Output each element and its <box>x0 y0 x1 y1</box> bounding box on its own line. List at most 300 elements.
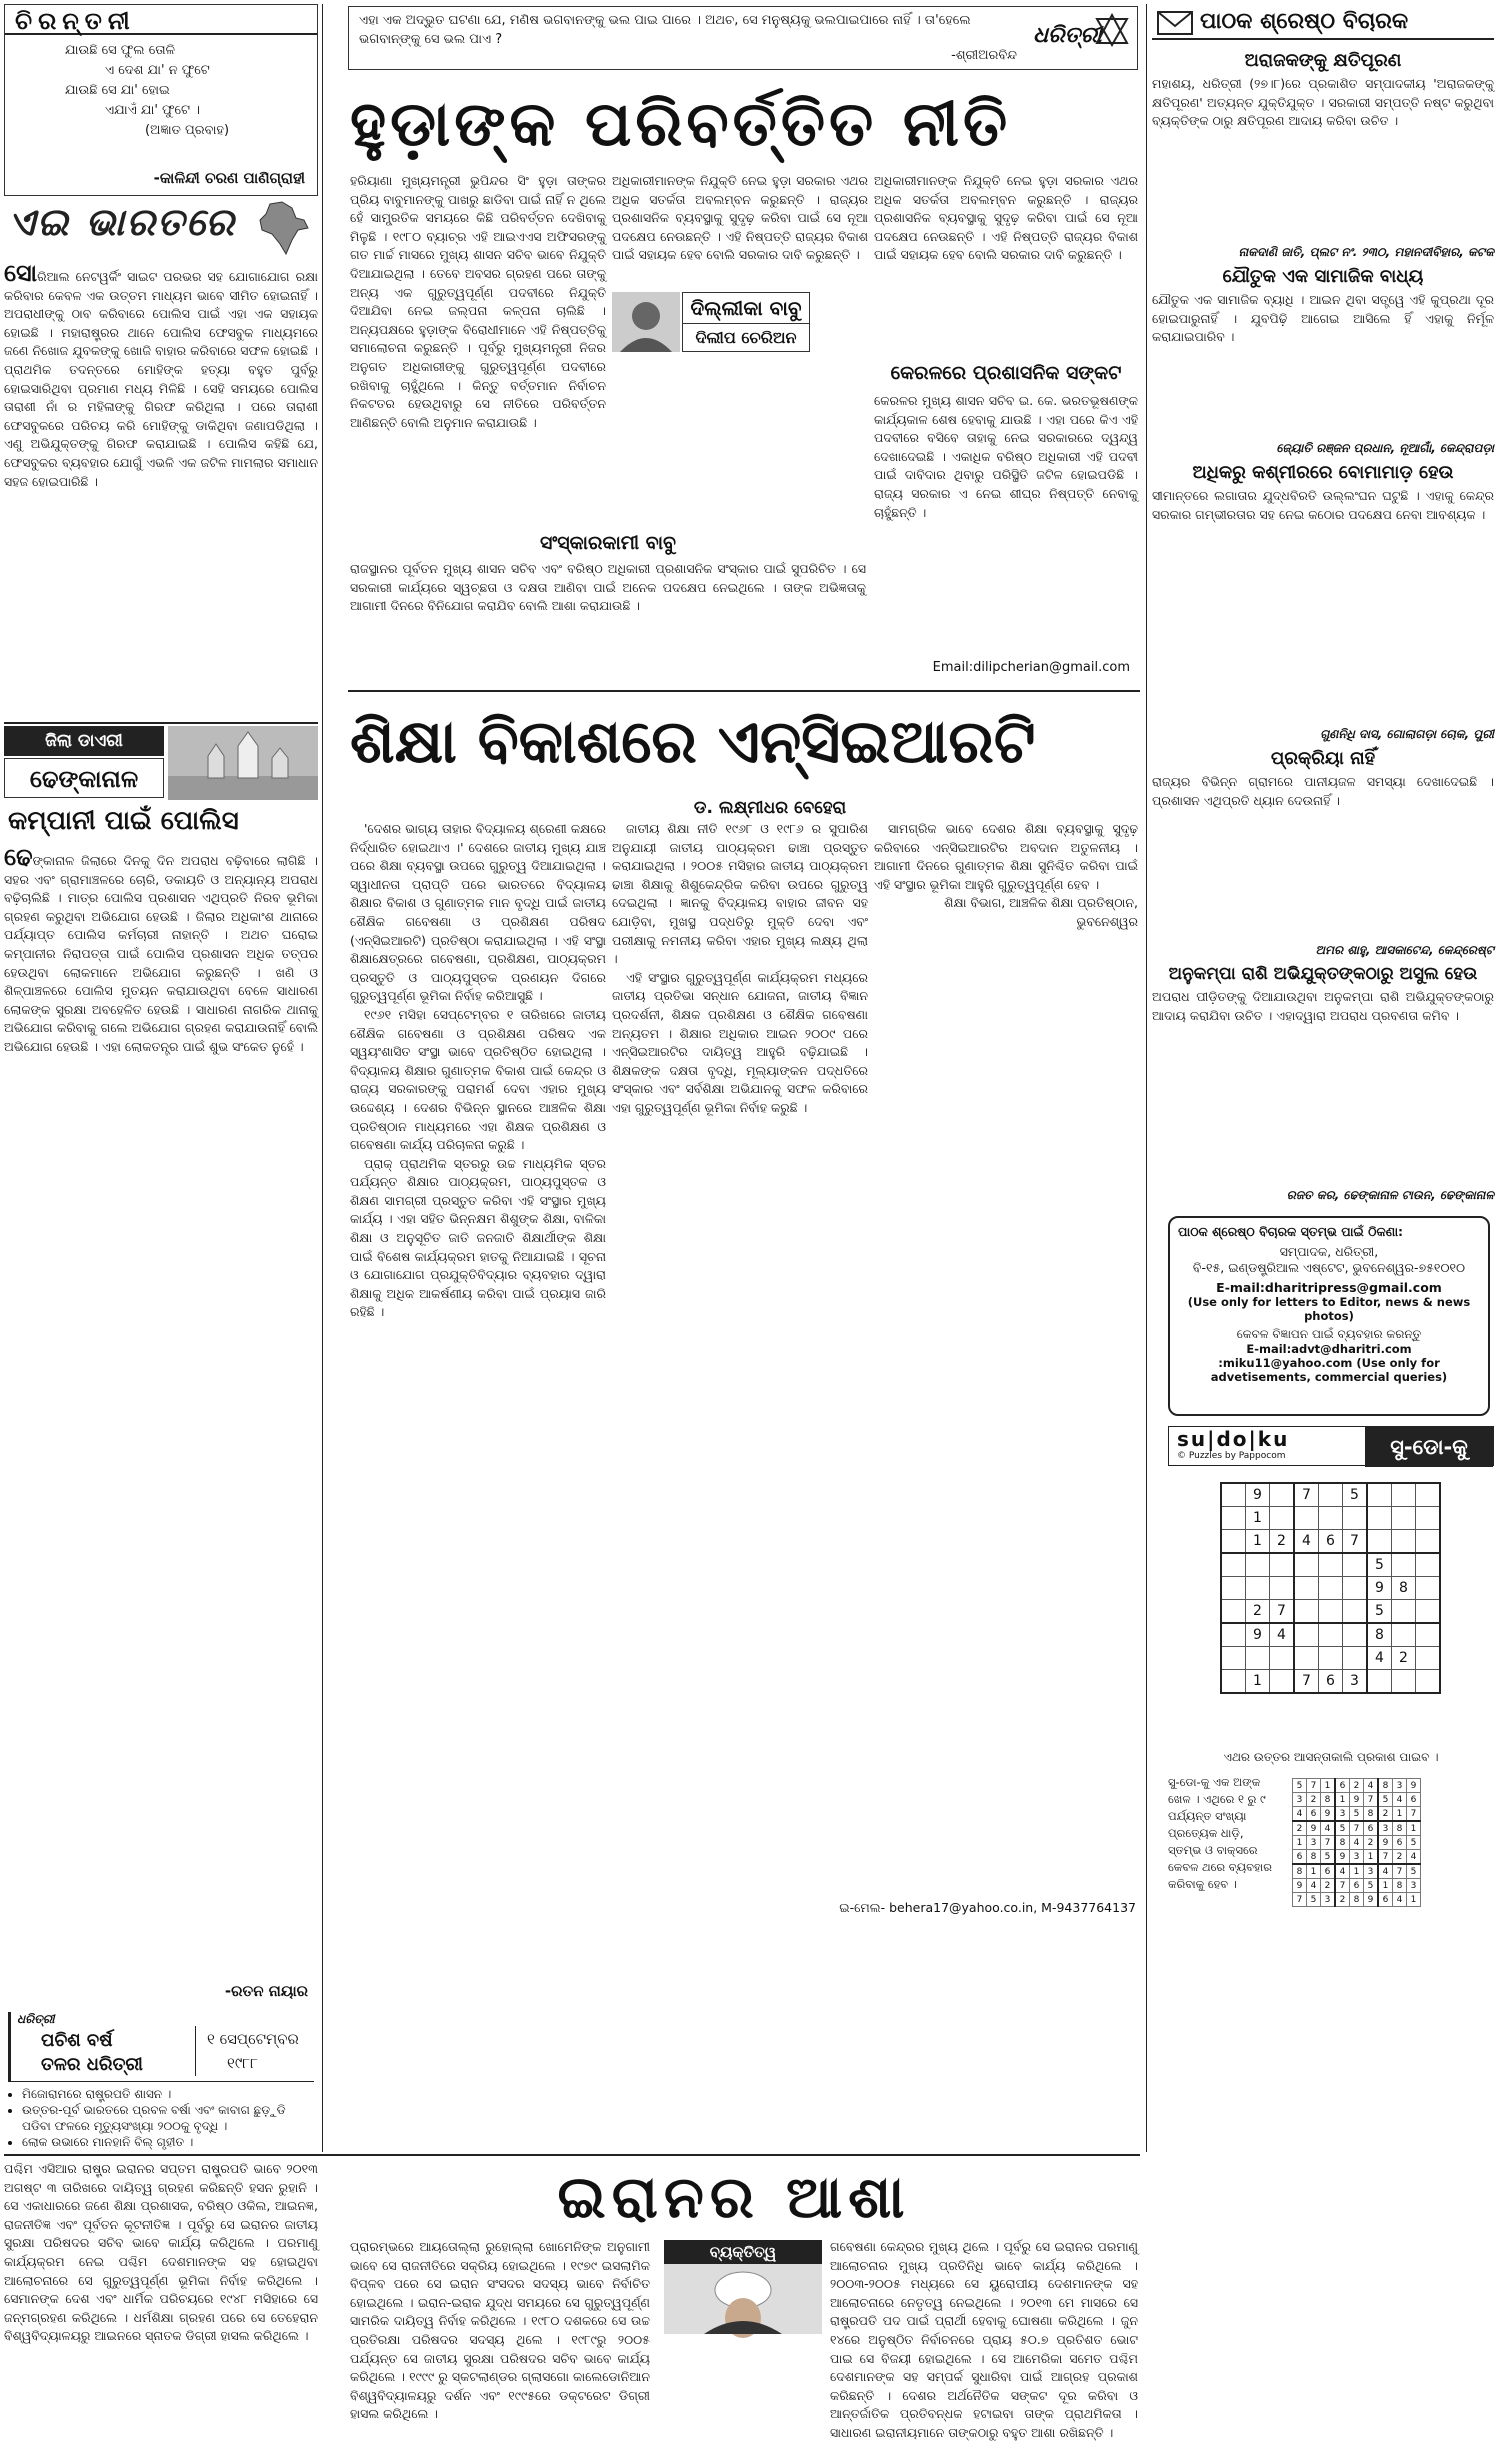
sudoku-row <box>1293 1793 1421 1807</box>
pachis-date1: ୧ ସେପ୍ଟେମ୍ବର <box>207 2030 299 2048</box>
sudoku-cell[interactable] <box>1392 1600 1416 1624</box>
sudoku-cell[interactable] <box>1221 1483 1246 1507</box>
sudoku-cell: 1 <box>1350 1864 1364 1879</box>
sudoku-cell[interactable]: 1 <box>1246 1530 1270 1554</box>
sudoku-cell[interactable] <box>1416 1647 1441 1670</box>
sudoku-cell[interactable] <box>1416 1623 1441 1647</box>
ads-label: କେବଳ ବିଜ୍ଞାପନ ପାଇଁ ବ୍ୟବହାର କରନ୍ତୁ <box>1236 1327 1422 1341</box>
dilip-email: Email:dilipcherian@gmail.com <box>932 660 1130 675</box>
jilla-headline: କମ୍ପାନୀ ପାଇଁ ପୋଲିସ <box>8 806 239 836</box>
sudoku-cell: 7 <box>1393 1864 1407 1879</box>
jilla-article <box>4 843 318 1978</box>
subhead-kerala: କେରଳରେ ପ୍ରଶାସନିକ ସଙ୍କଟ <box>890 362 1122 384</box>
sudoku-cell[interactable]: 2 <box>1270 1530 1295 1554</box>
letter-item <box>1152 964 1494 1203</box>
iran-right-text <box>830 2238 1138 2440</box>
sudoku-cell[interactable]: 1 <box>1246 1507 1270 1530</box>
sudoku-cell[interactable]: 5 <box>1367 1600 1392 1624</box>
sudoku-cell: 5 <box>1350 1807 1364 1822</box>
sudoku-cell[interactable] <box>1221 1577 1246 1600</box>
pathaka-title: ପାଠକ ଶ୍ରେଷ୍ଠ ବିଚାରକ <box>1200 9 1409 34</box>
sudoku-cell: 1 <box>1321 1779 1336 1793</box>
ncert-byline: ଡ. ଲକ୍ଷ୍ମୀଧର ବେହେରା <box>693 798 847 818</box>
sudoku-cell: 8 <box>1393 1879 1407 1893</box>
sudoku-cell[interactable] <box>1416 1670 1441 1694</box>
sudoku-cell: 2 <box>1293 1821 1307 1836</box>
sudoku-cell[interactable]: 7 <box>1294 1670 1319 1694</box>
sudoku-cell: 3 <box>1321 1893 1336 1907</box>
temple-photo <box>168 726 318 800</box>
sudoku-cell: 2 <box>1350 1779 1364 1793</box>
ncert-col-3 <box>874 820 1138 1916</box>
sudoku-cell[interactable] <box>1221 1600 1246 1624</box>
sudoku-section <box>1168 1426 1494 2146</box>
sudoku-row <box>1293 1836 1421 1850</box>
sudoku-cell[interactable] <box>1319 1507 1343 1530</box>
sudoku-row <box>1293 1893 1421 1907</box>
sudoku-cell[interactable]: 9 <box>1367 1577 1392 1600</box>
ncert-footer: ଶିକ୍ଷା ବିଭାଗ, ଆଞ୍ଚଳିକ ଶିକ୍ଷା ପ୍ରତିଷ୍ଠାନ, ଭୁବନେଶ୍ୱର <box>944 895 1138 929</box>
sudoku-cell[interactable] <box>1343 1553 1368 1577</box>
sudoku-cell[interactable] <box>1246 1553 1270 1577</box>
dharitri-logo-text: ଧରିତ୍ରୀ <box>1033 23 1102 48</box>
sudoku-cell[interactable] <box>1294 1623 1319 1647</box>
poem-line: ଏ ଦେଶ ଯା' ନ ଫୁଟେ <box>105 63 210 78</box>
address-box <box>1168 1216 1490 1416</box>
sudoku-cell[interactable] <box>1416 1483 1441 1507</box>
sudoku-cell[interactable] <box>1270 1553 1295 1577</box>
sudoku-cell[interactable] <box>1294 1600 1319 1624</box>
sudoku-row <box>1221 1530 1440 1554</box>
sudoku-cell[interactable] <box>1221 1623 1246 1647</box>
sudoku-row <box>1293 1807 1421 1822</box>
sudoku-cell[interactable]: 2 <box>1246 1600 1270 1624</box>
ads-email[interactable]: E-mail:advt@dharitri.com :miku11@yahoo.com (Use only for advetisements, commercial queries) <box>1210 1342 1448 1384</box>
ncert-p6: ସାମଗ୍ରିକ ଭାବେ ଦେଶର ଶିକ୍ଷା ବ୍ୟବସ୍ଥାକୁ ସୁଦୃଢ଼ କରିବାରେ ଏନ୍‌ସିଇଆରଟିର ଅବଦାନ ଅତୁଳନୀୟ । ଆଗାମୀ ଦିନରେ ଗୁଣାତ୍ମକ ଶିକ୍ଷା ସୁନିଶ୍ଚିତ କରିବା ପାଇଁ ଏହି ସଂସ୍ଥାର ଭୂମିକା ଆହୁରି ଗୁରୁତ୍ୱପୂର୍ଣ୍ଣ ହେବ । <box>874 821 1138 892</box>
sudoku-cell[interactable] <box>1392 1670 1416 1694</box>
ncert-p1: 'ଦେଶର ଭାଗ୍ୟ ତାହାର ବିଦ୍ୟାଳୟ ଶ୍ରେଣୀ କକ୍ଷରେ ନିର୍ଦ୍ଧାରିତ ହୋଇଥାଏ ।' ଦେଶରେ ଜାତୀୟ ମୁଖ୍ୟ ଯାଞ୍ଚ ପରେ ଶିକ୍ଷା ବ୍ୟବସ୍ଥା ଉପରେ ଗୁରୁତ୍ୱ ଦିଆଯାଇଥିଲା । ସ୍ୱାଧୀନତା ପ୍ରାପ୍ତି ପରେ ଭାରତରେ ବିଦ୍ୟାଳୟ ଶିକ୍ଷାର ବିକାଶ ଓ ଗୁଣାତ୍ମକ ମାନ ବୃଦ୍ଧି ପାଇଁ ଜାତୀୟ ଶୈକ୍ଷିକ ଗବେଷଣା ଓ ପ୍ରଶିକ୍ଷଣ ପରିଷଦ (ଏନ୍‌ସିଇଆରଟି) ପ୍ରତିଷ୍ଠା କରାଯାଇଥିଲା । ଏହି ସଂସ୍ଥା ଶିକ୍ଷାକ୍ଷେତ୍ରରେ ଗବେଷଣା, ପ୍ରଶିକ୍ଷଣ, ପାଠ୍ୟକ୍ରମ ପ୍ରସ୍ତୁତି ଓ ପାଠ୍ୟପୁସ୍ତକ ପ୍ରଣୟନ ଦିଗରେ ଗୁରୁତ୍ୱପୂର୍ଣ୍ଣ ଭୂମିକା ନିର୍ବାହ କରିଆସୁଛି । <box>350 821 606 1004</box>
sudoku-cell[interactable]: 2 <box>1392 1647 1416 1670</box>
sudoku-cell[interactable] <box>1392 1530 1416 1554</box>
ncert-p3: ଜାତୀୟ ଶିକ୍ଷା ନୀତି ୧୯୬୮ ଓ ୧୯୮୬ ର ସୁପାରିଶ ଅନୁଯାୟୀ ଜାତୀୟ ପାଠ୍ୟକ୍ରମ ଢାଞ୍ଚା ପ୍ରସ୍ତୁତ କରାଯାଇଥିଲା । ୨୦୦୫ ମସିହାର ଜାତୀୟ ପାଠ୍ୟକ୍ରମ ଢାଞ୍ଚା ଶିକ୍ଷାକୁ ଶିଶୁକେନ୍ଦ୍ରିକ କରିବା ଉପରେ ଗୁରୁତ୍ୱ ଦେଇଥିଲା । ଜ୍ଞାନକୁ ବିଦ୍ୟାଳୟ ବାହାର ଜୀବନ ସହ ଯୋଡ଼ିବା, ମୁଖସ୍ଥ ପଦ୍ଧତିରୁ ମୁକ୍ତି ଦେବା ଏବଂ ପରୀକ୍ଷାକୁ ନମନୀୟ କରିବା ଏହାର ମୁଖ୍ୟ ଲକ୍ଷ୍ୟ ଥିଲା । <box>612 821 868 967</box>
sudoku-cell[interactable] <box>1319 1553 1343 1577</box>
pachis-list <box>4 2086 316 2150</box>
sudoku-cell: 6 <box>1307 1807 1321 1822</box>
sudoku-cell[interactable] <box>1294 1507 1319 1530</box>
ncert-email: ଇ-ମେଲ- behera17@yahoo.co.in, M-9437764137 <box>839 1900 1136 1915</box>
pathaka-header <box>1152 6 1494 40</box>
letter-heading: ଅରାଜକଙ୍କୁ କ୍ଷତିପୂରଣ <box>1244 50 1402 71</box>
sudoku-row <box>1221 1553 1440 1577</box>
sudoku-cell[interactable]: 4 <box>1270 1623 1295 1647</box>
sudoku-cell: 3 <box>1378 1821 1393 1836</box>
sudoku-cell: 6 <box>1350 1879 1364 1893</box>
sudoku-cell: 5 <box>1335 1821 1350 1836</box>
sudoku-cell[interactable] <box>1270 1483 1295 1507</box>
letter-item <box>1152 50 1494 260</box>
sudoku-cell: 7 <box>1307 1779 1321 1793</box>
address-line: ସମ୍ପାଦକ, ଧରିତ୍ରୀ, <box>1279 1244 1379 1259</box>
sudoku-cell[interactable] <box>1319 1600 1343 1624</box>
sudoku-cell: 8 <box>1364 1807 1379 1822</box>
editor-email[interactable]: E-mail:dharitripress@gmail.com <box>1216 1280 1442 1295</box>
sudoku-cell: 6 <box>1378 1893 1393 1907</box>
sudoku-cell[interactable]: 5 <box>1343 1483 1368 1507</box>
sudoku-cell[interactable] <box>1294 1647 1319 1670</box>
sudoku-row <box>1293 1821 1421 1836</box>
poem-line: (ଅଜ୍ଞାତ ପ୍ରବାହ) <box>145 123 230 138</box>
sudoku-row <box>1221 1623 1440 1647</box>
sudoku-cell: 7 <box>1407 1807 1421 1822</box>
sudoku-cell[interactable] <box>1416 1553 1441 1577</box>
rouhani-photo <box>664 2264 822 2334</box>
letter-item <box>1152 462 1494 742</box>
sanskarkami-text <box>350 560 866 678</box>
sudoku-cell[interactable] <box>1392 1483 1416 1507</box>
sudoku-cell[interactable]: 9 <box>1246 1623 1270 1647</box>
sudoku-cell: 4 <box>1364 1779 1379 1793</box>
sudoku-cell: 8 <box>1393 1821 1407 1836</box>
iran-right: ଗବେଷଣା କେନ୍ଦ୍ରର ମୁଖ୍ୟ ଥିଲେ । ପୂର୍ବରୁ ସେ ଇରାନର ପରମାଣୁ ଆଲୋଚନାର ମୁଖ୍ୟ ପ୍ରତିନିଧି ଭାବେ କାର୍ଯ୍ୟ କରିଥିଲେ । ୨୦୦୩-୨୦୦୫ ମଧ୍ୟରେ ସେ ୟୁରୋପୀୟ ଦେଶମାନଙ୍କ ସହ ଆଲୋଚନାରେ ନେତୃତ୍ୱ ନେଇଥିଲେ । ୨୦୧୩ ମେ ମାସରେ ସେ ରାଷ୍ଟ୍ରପତି ପଦ ପାଇଁ ପ୍ରାର୍ଥୀ ହେବାକୁ ଘୋଷଣା କରିଥିଲେ । ଜୁନ ୧୪ରେ ଅନୁଷ୍ଠିତ ନିର୍ବାଚନରେ ପ୍ରାୟ ୫୦.୭ ପ୍ରତିଶତ ଭୋଟ ପାଇ ସେ ବିଜୟୀ ହୋଇଥିଲେ । ସେ ଆମେରିକା ସମେତ ପଶ୍ଚିମ ଦେଶମାନଙ୍କ ସହ ସମ୍ପର୍କ ସୁଧାରିବା ପାଇଁ ଆଗ୍ରହ ପ୍ରକାଶ କରିଛନ୍ତି । ଦେଶର ଅର୍ଥନୈତିକ ସଙ୍କଟ ଦୂର କରିବା ଓ ଆନ୍ତର୍ଜାତିକ ପ୍ରତିବନ୍ଧକ ହଟାଇବା ତାଙ୍କ ପ୍ରାଥମିକତା । ସାଧାରଣ ଇରାନୀୟମାନେ ତାଙ୍କଠାରୁ ବହୁତ ଆଶା ରଖିଛନ୍ତି । <box>830 2239 1138 2440</box>
ncert-p4: ଏହି ସଂସ୍ଥାର ଗୁରୁତ୍ୱପୂର୍ଣ୍ଣ କାର୍ଯ୍ୟକ୍ରମ ମଧ୍ୟରେ ଜାତୀୟ ପ୍ରତିଭା ସନ୍ଧାନ ଯୋଜନା, ଜାତୀୟ ବିଜ୍ଞାନ ପ୍ରଦର୍ଶନୀ, ଶିକ୍ଷକ ପ୍ରଶିକ୍ଷଣ ଓ ଶୈକ୍ଷିକ ଗବେଷଣା ଅନ୍ୟତମ । ଶିକ୍ଷାର ଅଧିକାର ଆଇନ ୨୦୦୯ ପରେ ଏନ୍‌ସିଇଆରଟିର ଦାୟିତ୍ୱ ଆହୁରି ବଢ଼ିଯାଇଛି । ଶିକ୍ଷକଙ୍କ ଦକ୍ଷତା ବୃଦ୍ଧି, ମୂଲ୍ୟାଙ୍କନ ପଦ୍ଧତିରେ ସଂସ୍କାର ଏବଂ ସର୍ବଶିକ୍ଷା ଅଭିଯାନକୁ ସଫଳ କରିବାରେ ଏହା ଗୁରୁତ୍ୱପୂର୍ଣ୍ଣ ଭୂମିକା ନିର୍ବାହ କରୁଛି । <box>612 969 868 1115</box>
poem-line: ଏଯାଏଁ ଯା' ଫୁଟେ । <box>105 103 201 118</box>
letter-text: ସୀମାନ୍ତରେ ଲଗାତାର ଯୁଦ୍ଧବିରତି ଉଲ୍ଲଂଘନ ଘଟୁଛି । ଏହାକୁ କେନ୍ଦ୍ର ସରକାର ଗମ୍ଭୀରତାର ସହ ନେଇ କଠୋର ପଦକ୍ଷେପ ନେବା ଆବଶ୍ୟକ । <box>1152 488 1494 522</box>
sudoku-cell[interactable] <box>1294 1553 1319 1577</box>
sudoku-cell: 5 <box>1293 1779 1307 1793</box>
sudoku-cell: 8 <box>1321 1793 1336 1807</box>
dropcap: ସୋ <box>4 259 38 287</box>
sudoku-cell[interactable] <box>1246 1577 1270 1600</box>
sudoku-cell[interactable] <box>1221 1530 1246 1554</box>
sudoku-cell[interactable] <box>1319 1647 1343 1670</box>
sudoku-cell[interactable] <box>1343 1647 1368 1670</box>
iran-mid-text <box>350 2238 650 2422</box>
sudoku-cell[interactable]: 4 <box>1367 1647 1392 1670</box>
column-title: ଦିଲ୍ଲୀକା ବାବୁ <box>683 293 809 324</box>
huda-p2a: ଅଧିକାରୀମାନଙ୍କ ନିଯୁକ୍ତି ନେଇ ହୁଡ଼ା ସରକାର ଏଥର ଅଧିକ ସତର୍କତା ଅବଲମ୍ବନ କରୁଛନ୍ତି । ରାଜ୍ୟର ପ୍ରଶାସନିକ ବ୍ୟବସ୍ଥାକୁ ସୁଦୃଢ଼ କରିବା ପାଇଁ ସେ ନୂଆ ପଦକ୍ଷେପ ନେଉଛନ୍ତି । ଏହି ନିଷ୍ପତ୍ତି ରାଜ୍ୟର ବିକାଶ ପାଇଁ ସହାୟକ ହେବ ବୋଲି ସରକାର ଦାବି କରୁଛନ୍ତି । <box>612 173 868 263</box>
dharitri-emblem-icon <box>1095 13 1129 47</box>
letter-text: ମହାଶୟ, ଧରିତ୍ରୀ (୨୭।୮)ରେ ପ୍ରକାଶିତ ସମ୍ପାଦକୀୟ 'ଅରାଜକଙ୍କୁ କ୍ଷତିପୂରଣ' ଅତ୍ୟନ୍ତ ଯୁକ୍ତିଯୁକ୍ତ । ସରକାରୀ ସମ୍ପତ୍ତି ନଷ୍ଟ କରୁଥିବା ବ୍ୟକ୍ତିଙ୍କ ଠାରୁ କ୍ଷତିପୂରଣ ଆଦାୟ କରିବା ଉଚିତ । <box>1152 76 1494 129</box>
huda-col-2 <box>874 172 1138 358</box>
sudoku-cell: 7 <box>1293 1893 1307 1907</box>
sudoku-cell: 4 <box>1335 1864 1350 1879</box>
sudoku-cell: 3 <box>1350 1850 1364 1865</box>
huda-col-1b <box>612 172 868 288</box>
jilla-district-box <box>4 758 164 798</box>
vyaktitwa-box <box>664 2240 822 2334</box>
sudoku-cell: 8 <box>1293 1864 1307 1879</box>
sudoku-row <box>1221 1647 1440 1670</box>
sudoku-cell[interactable]: 7 <box>1294 1483 1319 1507</box>
sudoku-cell[interactable]: 6 <box>1319 1530 1343 1554</box>
sudoku-cell: 1 <box>1307 1864 1321 1879</box>
sudoku-cell: 5 <box>1321 1850 1336 1865</box>
sudoku-cell: 3 <box>1307 1836 1321 1850</box>
sudoku-brand: su|do|ku <box>1177 1427 1290 1451</box>
sudoku-cell: 7 <box>1378 1850 1393 1865</box>
sudoku-header <box>1168 1426 1494 1466</box>
sudoku-cell[interactable] <box>1319 1577 1343 1600</box>
subhead-sanskarkami: ସଂସ୍କାରକାମୀ ବାବୁ <box>539 532 677 554</box>
sudoku-row <box>1293 1864 1421 1879</box>
sudoku-cell: 4 <box>1393 1893 1407 1907</box>
sudoku-cell[interactable]: 7 <box>1270 1600 1295 1624</box>
sudoku-cell: 8 <box>1307 1850 1321 1865</box>
ncert-col-2 <box>612 820 868 1916</box>
jilla-diary-section <box>4 726 318 2002</box>
chirantani-title-bar <box>5 5 317 35</box>
letter-author: ଜ୍ୟୋତି ରଞ୍ଜନ ପ୍ରଧାନ, ନୂଆଗାଁ, କେନ୍ଦ୍ରାପଡ଼ା <box>1276 441 1494 455</box>
ebhavatare-header <box>4 200 318 260</box>
ebhavatare-text: ରିଆଲ ନେଟୱର୍କିଂ ସାଇଟ ପରଭର ସହ ଯୋଗାଯୋଗ ରକ୍ଷା କରିବାର କେବଳ ଏକ ଉତ୍ତମ ମାଧ୍ୟମ ଭାବେ ସୀମିତ ହୋଇନାହିଁ । ଅପରାଧୀଙ୍କୁ ଠାବ କରିବାରେ ପୋଲିସ ପାଇଁ ଏହା ଏକ ସହାୟକ ହୋଇଛି । ମହାରାଷ୍ଟ୍ରର ଥାନେ ପୋଲିସ ଫେସବୁକ ମାଧ୍ୟମରେ ଜଣେ ନିଖୋଜ ଯୁବକଙ୍କୁ ଖୋଜି ବାହାର କରିବାରେ ସଫଳ ହୋଇଛି । ପ୍ରାଥମିକ ତଦନ୍ତରେ ମୋହିଙ୍କ ହତ୍ୟା ବହୁତ ପୁର୍ବରୁ ହୋଇସାରିଥିବା ପ୍ରମାଣ ମଧ୍ୟ ମିଳିଛି । ସେହି ସମୟରେ ପୋଲିସ ତାରାଶୀ ନାଁ ର ମହିଳାଙ୍କୁ ଗିରଫ କରିଥିଲା । ପରେ ତାରାଶୀ ଫେସବୁକରେ ପରିଚୟ କରି ମୋହିଙ୍କୁ ଡାକିଥିବା ଜଣାପଡିଥିଲା । ଏଣୁ ଅଭିଯୁକ୍ତଙ୍କୁ ଗିରଫ କରାଯାଇଛି । ପୋଲିସ କହିଛି ଯେ, ଫେସବୁକର ବ୍ୟବହାର ଯୋଗୁଁ ଏଭଳି ଏକ ଜଟିଳ ମାମଲାର ସମାଧାନ ସହଜ ହୋଇପାରିଛି । <box>4 269 318 489</box>
letter-author: ଗୁଣନିଧି ଦାସ, ଗୋଲାଗଡ଼ା ଚୋକ, ପୁରୀ <box>1320 727 1494 741</box>
sudoku-cell[interactable]: 4 <box>1294 1530 1319 1554</box>
sudoku-cell[interactable] <box>1392 1623 1416 1647</box>
poem-line: ଯାଉଛି ସେ ଯା' ହୋଇ <box>65 83 170 98</box>
sudoku-cell[interactable] <box>1294 1577 1319 1600</box>
headline-iran: ଇରାନର ଆଶା <box>557 2163 911 2231</box>
sudoku-row <box>1221 1600 1440 1624</box>
sudoku-cell: 1 <box>1378 1879 1393 1893</box>
sudoku-row <box>1221 1577 1440 1600</box>
ebhavatare-article <box>4 259 318 716</box>
sudoku-cell[interactable] <box>1319 1483 1343 1507</box>
sudoku-cell: 6 <box>1293 1850 1307 1865</box>
columnist-name: ଦିଲୀପ ଚେରିଅନ <box>695 328 797 347</box>
letter-heading: ପ୍ରକ୍ରିୟା ନାହିଁ <box>1270 748 1376 769</box>
pachis-date2: ୧୯୮୮ <box>227 2054 258 2072</box>
dropcap: ଢେ <box>4 843 33 871</box>
sudoku-cell[interactable] <box>1343 1600 1368 1624</box>
sudoku-row <box>1221 1507 1440 1530</box>
sudoku-cell[interactable]: 5 <box>1367 1553 1392 1577</box>
sudoku-cell: 7 <box>1335 1879 1350 1893</box>
sudoku-rules <box>1168 1774 1280 2054</box>
sudoku-cell: 9 <box>1321 1807 1336 1822</box>
quote-logo <box>1033 11 1129 65</box>
sudoku-cell[interactable] <box>1343 1577 1368 1600</box>
sudoku-grid[interactable] <box>1220 1482 1441 1694</box>
pachis-title2: ତଳର ଧରିତ୍ରୀ <box>41 2054 143 2075</box>
ebhavatare-title: ଏଇ ଭାରତରେ <box>8 200 236 244</box>
sudoku-row <box>1293 1879 1421 1893</box>
sudoku-cell[interactable] <box>1416 1577 1441 1600</box>
sudoku-row <box>1293 1779 1421 1793</box>
iran-left: ପଶ୍ଚିମ ଏସିଆର ରାଷ୍ଟ୍ର ଇରାନର ସପ୍ତମ ରାଷ୍ଟ୍ରପତି ଭାବେ ୨୦୧୩ ଅଗଷ୍ଟ ୩ ତାରିଖରେ ଦାୟିତ୍ୱ ଗ୍ରହଣ କରିଛନ୍ତି ହସନ ରୁହାନି । ସେ ଏକାଧାରରେ ଜଣେ ଶିକ୍ଷା ପ୍ରଶାସକ, ବରିଷ୍ଠ ଓକିଲ, ଆଇନଜ୍ଞ, ରାଜନୀତିଜ୍ଞ ଏବଂ ପୂର୍ବତନ କୂଟନୀତିଜ୍ଞ । ପୂର୍ବରୁ ସେ ଇରାନର ଜାତୀୟ ସୁରକ୍ଷା ପରିଷଦର ସଚିବ ଭାବେ କାର୍ଯ୍ୟ କରିଥିଲେ । ପରମାଣୁ କାର୍ଯ୍ୟକ୍ରମ ନେଇ ପଶ୍ଚିମ ଦେଶମାନଙ୍କ ସହ ହୋଇଥିବା ଆଲୋଚନାରେ ସେ ଗୁରୁତ୍ୱପୂର୍ଣ୍ଣ ଭୂମିକା ନିର୍ବାହ କରିଥିଲେ । ସେମାନଙ୍କ ଦେଶ ଏବଂ ଧାର୍ମିକ ପରିଚୟରେ ୧୯୪୮ ମସିହାରେ ସେ ଜନ୍ମଗ୍ରହଣ କରିଥିଲେ । ଧର୍ମଶିକ୍ଷା ଗ୍ରହଣ ପରେ ସେ ତେହେରାନ ବିଶ୍ୱବିଦ୍ୟାଳୟରୁ ଆଇନରେ ସ୍ନାତକ ଡିଗ୍ରୀ ହାସଲ କରିଥିଲେ । <box>4 2161 318 2344</box>
sudoku-answer-note: ଏଥର ଉତ୍ତର ଆସନ୍ତାକାଲି ପ୍ରକାଶ ପାଇବ । <box>1223 1750 1439 1764</box>
sudoku-cell[interactable]: 8 <box>1367 1623 1392 1647</box>
sudoku-cell: 2 <box>1335 1893 1350 1907</box>
sudoku-cell: 5 <box>1378 1793 1393 1807</box>
jilla-text: ଙ୍କାନାଳ ଜିଲାରେ ଦିନକୁ ଦିନ ଅପରାଧ ବଢ଼ିବାରେ ଲାଗିଛି । ସହର ଏବଂ ଗ୍ରାମାଞ୍ଚଳରେ ଚୋରି, ଡକାୟତି ଓ ଅନ୍ୟାନ୍ୟ ଅପରାଧ ବଢ଼ିଚାଲିଛି । ମାତ୍ର ପୋଲିସ ପ୍ରଶାସନ ଏଥିପ୍ରତି ନିରବ ଭୂମିକା ଗ୍ରହଣ କରୁଥିବା ଅଭିଯୋଗ ହେଉଛି । ଜିଲାର ଅଧିକାଂଶ ଥାନାରେ ପର୍ଯ୍ୟାପ୍ତ ପୋଲିସ କର୍ମଚାରୀ ନାହାନ୍ତି । ଅଥଚ ଘରୋଇ କମ୍ପାନୀର ନିରାପତ୍ତା ପାଇଁ ପୋଲିସ ପ୍ରଶାସନ ଅଧିକ ତତ୍ପର ହେଉଥିବା ଲୋକମାନେ ଅଭିଯୋଗ କରୁଛନ୍ତି । ଖଣି ଓ ଶିଳ୍ପାଞ୍ଚଳରେ ପୋଲିସ ମୁତୟନ କରାଯାଉଥିବା ବେଳେ ସାଧାରଣ ଲୋକଙ୍କ ସୁରକ୍ଷା ଅବହେଳିତ ହେଉଛି । ସାଧାରଣ ନାଗରିକ ଥାନାକୁ ଅଭିଯୋଗ କରିବାକୁ ଗଲେ ଅଭିଯୋଗ ଗ୍ରହଣ କରାଯାଉନାହିଁ ବୋଲି ଅଭିଯୋଗ ହେଉଛି । ଏହା ଲୋକତନ୍ତ୍ର ପାଇଁ ଶୁଭ ସଂକେତ ନୁହେଁ । <box>4 853 318 1054</box>
letter-text: ରାଜ୍ୟର ବିଭିନ୍ନ ଗ୍ରାମରେ ପାନୀୟଜଳ ସମସ୍ୟା ଦେଖାଦେଇଛି । ପ୍ରଶାସନ ଏଥିପ୍ରତି ଧ୍ୟାନ ଦେଉନାହିଁ । <box>1152 774 1494 808</box>
sudoku-cell: 9 <box>1307 1821 1321 1836</box>
huda-p1: ହରିୟାଣା ମୁଖ୍ୟମନ୍ତ୍ରୀ ଭୁପିନ୍ଦର ସିଂ ହୁଡ଼ା ତାଙ୍କର ପ୍ରିୟ ବାବୁମାନଙ୍କୁ ପାଖରୁ ଛାଡିବା ପାଇଁ ନାହିଁ ନ ଥିଲେ ହେଁ ସାମ୍ପ୍ରତିକ ସମୟରେ କିଛି ପରିବର୍ତ୍ତନ ଦେଖିବାକୁ ମିଳୁଛି । ୧୯୮୦ ବ୍ୟାଚ୍‌ର ଏହି ଆଇଏଏସ ଅଫିସରଙ୍କୁ ଗତ ମାର୍ଚ୍ଚ ମାସରେ ମୁଖ୍ୟ ଶାସନ ସଚିବ ଭାବେ ନିଯୁକ୍ତି ଦିଆଯାଇଥିଲା । ତେବେ ଅବସର ଗ୍ରହଣ ପରେ ତାଙ୍କୁ ଅନ୍ୟ ଏକ ଗୁରୁତ୍ୱପୂର୍ଣ୍ଣ ପଦବୀରେ ନିଯୁକ୍ତି ଦିଆଯିବା ନେଇ ଜଲ୍ପନା କଳ୍ପନା ଚାଲିଛି । ଅନ୍ୟପକ୍ଷରେ ହୁଡ଼ାଙ୍କ ବିରୋଧୀମାନେ ଏହି ନିଷ୍ପତ୍ତିକୁ ସମାଲୋଚନା କରୁଛନ୍ତି । ପୂର୍ବରୁ ମୁଖ୍ୟମନ୍ତ୍ରୀ ନିଜର ଅନୁଗତ ଅଧିକାରୀଙ୍କୁ ଗୁରୁତ୍ୱପୂର୍ଣ୍ଣ ପଦବୀରେ ରଖିବାକୁ ଚାହୁଁଥିଲେ । କିନ୍ତୁ ବର୍ତ୍ତମାନ ନିର୍ବାଚନ ନିକଟତର ହେଉଥିବାରୁ ସେ ନୀତିରେ ପରିବର୍ତ୍ତନ ଆଣିଛନ୍ତି ବୋଲି ଅନୁମାନ କରାଯାଉଛି । <box>350 173 606 430</box>
sudoku-row <box>1221 1483 1440 1507</box>
india-map-icon <box>252 200 312 258</box>
quote-text: ଏହା ଏକ ଅଦ୍ଭୁତ ଘଟଣା ଯେ, ମଣିଷ ଭଗବାନଙ୍କୁ ଭଲ ପାଇ ପାରେ । ଅଥଚ, ସେ ମନୁଷ୍ୟକୁ ଭଲପାଇପାରେ ନାହିଁ । ତା'ହେଲେ ଭଗବାନ୍‌ଙ୍କୁ ସେ ଭଲ ପାଏ ? <box>359 13 971 47</box>
sudoku-cell: 9 <box>1378 1836 1393 1850</box>
pachis-item: • ଲୋକ ଉଭାରେ ମାନହାନି ବିଲ୍ ଗୃହୀତ । <box>22 2134 316 2150</box>
sudoku-cell: 4 <box>1321 1821 1336 1836</box>
iran-left-text <box>4 2160 318 2344</box>
sudoku-cell: 1 <box>1293 1836 1307 1850</box>
sudoku-cell: 7 <box>1321 1836 1336 1850</box>
sudoku-cell[interactable] <box>1392 1553 1416 1577</box>
sudoku-cell: 1 <box>1393 1807 1407 1822</box>
sudoku-credit: © Puzzles by Pappocom <box>1177 1451 1286 1461</box>
sudoku-cell[interactable] <box>1221 1553 1246 1577</box>
pachis-item: • ଉତ୍ତର-ପୂର୍ବ ଭାରତରେ ପ୍ରବଳ ବର୍ଷା ଏବଂ କାବାଗ ଛୁଡ଼ୁଡି ପଡିବା ଫଳରେ ମୃତ୍ୟୁସଂଖ୍ୟା ୨୦୦କୁ ବୃଦ୍ଧି । <box>22 2102 316 2134</box>
letter-text: ଅପରାଧ ପୀଡ଼ିତଙ୍କୁ ଦିଆଯାଉଥିବା ଅନୁକମ୍ପା ରାଶି ଅଭିଯୁକ୍ତଙ୍କଠାରୁ ଆଦାୟ କରାଯିବା ଉଚିତ । ଏହାଦ୍ୱାରା ଅପରାଧ ପ୍ରବଣତା କମିବ । <box>1152 989 1494 1023</box>
quote-box <box>348 6 1138 70</box>
letter-author: ନାକଦାଣି ଜାତି, ପ୍ଲଟ ନଂ. ୨୩୦, ମହାନଦୀବିହାର, କଟକ <box>1238 245 1494 259</box>
sudoku-cell: 7 <box>1364 1793 1379 1807</box>
sudoku-cell: 1 <box>1407 1893 1421 1907</box>
district-name: ଢେଙ୍କାନାଳ <box>29 765 139 793</box>
sudoku-cell: 9 <box>1293 1879 1307 1893</box>
letter-text: ଯୌତୁକ ଏକ ସାମାଜିକ ବ୍ୟାଧି । ଆଇନ ଥିବା ସତ୍ତ୍ୱେ ଏହି କୁପ୍ରଥା ଦୂର ହୋଇପାରୁନାହିଁ । ଯୁବପିଢ଼ି ଆଗେଇ ଆସିଲେ ହିଁ ଏହାକୁ ନିର୍ମୂଳ କରାଯାଇପାରିବ । <box>1152 292 1494 345</box>
sudoku-cell: 6 <box>1407 1793 1421 1807</box>
sudoku-cell: 3 <box>1364 1864 1379 1879</box>
sudoku-rules-text: ସୁ-ଡୋ-କୁ ଏକ ଅଙ୍କ ଖେଳ । ଏଥିରେ ୧ ରୁ ୯ ପର୍ଯ୍ୟନ୍ତ ସଂଖ୍ୟା ପ୍ରତ୍ୟେକ ଧାଡ଼ି, ସ୍ତମ୍ଭ ଓ ବାକ୍ସରେ କେବଳ ଥରେ ବ୍ୟବହାର କରିବାକୁ ହେବ । <box>1168 1775 1273 1891</box>
vyaktitwa-label: ବ୍ୟକ୍ତିତ୍ୱ <box>664 2240 822 2264</box>
sudoku-cell[interactable] <box>1343 1623 1368 1647</box>
sudoku-cell[interactable] <box>1367 1670 1392 1694</box>
sudoku-cell: 4 <box>1350 1836 1364 1850</box>
letter-heading: ଅନୁକମ୍ପା ରାଶି ଅଭିଯୁକ୍ତଙ୍କଠାରୁ ଅସୁଲ ହେଉ <box>1168 964 1478 984</box>
ncert-p2: ୧୯୬୧ ମସିହା ସେପ୍ଟେମ୍ବର ୧ ତାରିଖରେ ଜାତୀୟ ଶୈକ୍ଷିକ ଗବେଷଣା ଓ ପ୍ରଶିକ୍ଷଣ ପରିଷଦ ଏକ ସ୍ୱୟଂଶାସିତ ସଂସ୍ଥା ଭାବେ ପ୍ରତିଷ୍ଠିତ ହୋଇଥିଲା । ବିଦ୍ୟାଳୟ ଶିକ୍ଷାର ଗୁଣାତ୍ମକ ବିକାଶ ପାଇଁ କେନ୍ଦ୍ର ଓ ରାଜ୍ୟ ସରକାରଙ୍କୁ ପରାମର୍ଶ ଦେବା ଏହାର ମୁଖ୍ୟ ଉଦ୍ଦେଶ୍ୟ । ଦେଶର ବିଭିନ୍ନ ସ୍ଥାନରେ ଆଞ୍ଚଳିକ ଶିକ୍ଷା ପ୍ରତିଷ୍ଠାନ ମାଧ୍ୟମରେ ଏହା ଶିକ୍ଷକ ପ୍ରଶିକ୍ଷଣ ଓ ଗବେଷଣା କାର୍ଯ୍ୟ ପରିଚାଳନା କରୁଛି । <box>350 1006 606 1153</box>
sudoku-cell: 8 <box>1378 1779 1393 1793</box>
sudoku-cell: 5 <box>1407 1836 1421 1850</box>
address-line: ବି-୧୫, ଇଣ୍ଡଷ୍ଟ୍ରିଆଲ ଏଷ୍ଟେଟ, ଭୁବନେଶ୍ୱର-୭୫୧୦୧୦ <box>1192 1260 1466 1275</box>
sudoku-cell: 3 <box>1293 1793 1307 1807</box>
sudoku-cell[interactable] <box>1416 1530 1441 1554</box>
quote-author: -ଶ୍ରୀଅରବିନ୍ଦ <box>951 48 1017 63</box>
sudoku-cell[interactable]: 8 <box>1392 1577 1416 1600</box>
sudoku-cell[interactable] <box>1221 1507 1246 1530</box>
chirantani-title: ଚିରନ୍ତନୀ <box>15 7 136 35</box>
sudoku-cell: 2 <box>1378 1807 1393 1822</box>
sudoku-cell[interactable] <box>1221 1647 1246 1670</box>
sudoku-cell[interactable]: 1 <box>1246 1670 1270 1694</box>
sudoku-cell[interactable] <box>1270 1577 1295 1600</box>
headline-huda: ହୁଡ଼ାଙ୍କ ପରିବର୍ତ୍ତିତ ନୀତି <box>350 87 1012 160</box>
sudoku-cell[interactable] <box>1416 1507 1441 1530</box>
sudoku-cell[interactable] <box>1270 1670 1295 1694</box>
sudoku-cell[interactable] <box>1367 1483 1392 1507</box>
sudoku-cell[interactable] <box>1319 1623 1343 1647</box>
sudoku-cell: 4 <box>1378 1864 1393 1879</box>
sudoku-cell[interactable] <box>1270 1647 1295 1670</box>
ebhavatare-section <box>4 200 318 720</box>
sudoku-cell[interactable] <box>1367 1507 1392 1530</box>
sudoku-cell: 2 <box>1393 1850 1407 1865</box>
sudoku-cell[interactable] <box>1246 1647 1270 1670</box>
letters-list <box>1152 46 1494 1202</box>
sudoku-cell[interactable] <box>1392 1507 1416 1530</box>
sudoku-cell[interactable] <box>1270 1507 1295 1530</box>
letter-heading: ଯୌତୁକ ଏକ ସାମାଜିକ ବାଧ୍ୟ <box>1222 266 1424 287</box>
sanskarkami-p: ରାଜସ୍ଥାନର ପୂର୍ବତନ ମୁଖ୍ୟ ଶାସନ ସଚିବ ଏବଂ ବରିଷ୍ଠ ଅଧିକାରୀ ପ୍ରଶାସନିକ ସଂସ୍କାର ପାଇଁ ସୁପରିଚିତ । ସେ ସରକାରୀ କାର୍ଯ୍ୟରେ ସ୍ୱଚ୍ଛତା ଓ ଦକ୍ଷତା ଆଣିବା ପାଇଁ ଅନେକ ପଦକ୍ଷେପ ନେଇଥିଲେ । ତାଙ୍କ ଅଭିଜ୍ଞତାକୁ ଆଗାମୀ ଦିନରେ ବିନିଯୋଗ କରାଯିବ ବୋଲି ଆଶା କରାଯାଉଛି । <box>350 561 866 614</box>
headline-ncert: ଶିକ୍ଷା ବିକାଶରେ ଏନ୍‌ସିଇଆରଟି <box>350 707 1036 777</box>
address-title: ପାଠକ ଶ୍ରେଷ୍ଠ ବିଚାରକ ସ୍ତମ୍ଭ ପାଇଁ ଠିକଣା: <box>1178 1224 1404 1239</box>
sudoku-cell: 9 <box>1350 1793 1364 1807</box>
sudoku-cell[interactable] <box>1367 1530 1392 1554</box>
sudoku-cell[interactable]: 7 <box>1343 1530 1368 1554</box>
sudoku-cell: 2 <box>1321 1879 1336 1893</box>
sudoku-title: ସୁ-ଡୋ-କୁ <box>1365 1427 1493 1467</box>
envelope-icon <box>1156 8 1196 36</box>
chirantani-author: -କାଳିନ୍ଦୀ ଚରଣ ପାଣିଗ୍ରାହୀ <box>153 169 305 187</box>
sudoku-cell: 4 <box>1293 1807 1307 1822</box>
jilla-diary-label <box>4 726 164 756</box>
dilli-ka-babu-box <box>682 292 810 352</box>
poem-line: ଯାଉଛି ସେ ଫୁଲ ତୋଳି <box>65 43 175 58</box>
letter-item <box>1152 266 1494 456</box>
chirantani-box <box>4 4 318 196</box>
iran-mid: ପ୍ରାରମ୍ଭରେ ଆୟତୋଲ୍ଲା ରୁହୋଲ୍ଲା ଖୋମେନିଙ୍କ ଅନୁଗାମୀ ଭାବେ ସେ ରାଜନୀତିରେ ସକ୍ରିୟ ହୋଇଥିଲେ । ୧୯୭୯ ଇସଲାମିକ ବିପ୍ଳବ ପରେ ସେ ଇରାନ ସଂସଦର ସଦସ୍ୟ ଭାବେ ନିର୍ବାଚିତ ହୋଇଥିଲେ । ଇରାନ-ଇରାକ ଯୁଦ୍ଧ ସମୟରେ ସେ ଗୁରୁତ୍ୱପୂର୍ଣ୍ଣ ସାମରିକ ଦାୟିତ୍ୱ ନିର୍ବାହ କରିଥିଲେ । ୧୯୮୦ ଦଶକରେ ସେ ଉଚ୍ଚ ପ୍ରତିରକ୍ଷା ପରିଷଦର ସଦସ୍ୟ ଥିଲେ । ୧୯୮୯ରୁ ୨୦୦୫ ପର୍ଯ୍ୟନ୍ତ ସେ ଜାତୀୟ ସୁରକ୍ଷା ପରିଷଦର ସଚିବ ଭାବେ କାର୍ଯ୍ୟ କରିଥିଲେ । <box>350 2239 650 2385</box>
pachis-brand: ଧରିତ୍ରୀ <box>17 2012 55 2026</box>
sudoku-cell[interactable]: 9 <box>1246 1483 1270 1507</box>
sudoku-cell: 8 <box>1350 1893 1364 1907</box>
jilla-diary-label-text: ଜିଲା ଡାଏରୀ <box>45 731 123 751</box>
letter-item <box>1152 748 1494 958</box>
sudoku-cell: 5 <box>1407 1864 1421 1879</box>
pachis-frame <box>8 2012 314 2082</box>
sudoku-cell: 7 <box>1350 1821 1364 1836</box>
huda-p2: ଅଧିକାରୀମାନଙ୍କ ନିଯୁକ୍ତି ନେଇ ହୁଡ଼ା ସରକାର ଏଥର ଅଧିକ ସତର୍କତା ଅବଲମ୍ବନ କରୁଛନ୍ତି । ରାଜ୍ୟର ପ୍ରଶାସନିକ ବ୍ୟବସ୍ଥାକୁ ସୁଦୃଢ଼ କରିବା ପାଇଁ ସେ ନୂଆ ପଦକ୍ଷେପ ନେଉଛନ୍ତି । ଏହି ନିଷ୍ପତ୍ତି ରାଜ୍ୟର ବିକାଶ ପାଇଁ ସହାୟକ ହେବ ବୋଲି ସରକାର ଦାବି କରୁଛନ୍ତି । <box>874 173 1138 263</box>
ncert-p5: ପ୍ରାକ୍ ପ୍ରାଥମିକ ସ୍ତରରୁ ଉଚ୍ଚ ମାଧ୍ୟମିକ ସ୍ତର ପର୍ଯ୍ୟନ୍ତ ଶିକ୍ଷାର ପାଠ୍ୟକ୍ରମ, ପାଠ୍ୟପୁସ୍ତକ ଓ ଶିକ୍ଷଣ ସାମଗ୍ରୀ ପ୍ରସ୍ତୁତ କରିବା ଏହି ସଂସ୍ଥାର ମୁଖ୍ୟ କାର୍ଯ୍ୟ । ଏହା ସହିତ ଭିନ୍ନକ୍ଷମ ଶିଶୁଙ୍କ ଶିକ୍ଷା, ବାଳିକା ଶିକ୍ଷା ଓ ଅନୁସୂଚିତ ଜାତି ଜନଜାତି ଶିକ୍ଷାର୍ଥୀଙ୍କ ଶିକ୍ଷା ପାଇଁ ବିଶେଷ କାର୍ଯ୍ୟକ୍ରମ ହାତକୁ ନିଆଯାଇଛି । ସୂଚନା ଓ ଯୋଗାଯୋଗ ପ୍ରଯୁକ୍ତିବିଦ୍ୟାର ବ୍ୟବହାର ଦ୍ୱାରା ଶିକ୍ଷାକୁ ଅଧିକ ଆକର୍ଷଣୀୟ କରିବା ପାଇଁ ପ୍ରୟାସ ଜାରି ରହିଛି । <box>350 1155 606 1320</box>
sudoku-cell: 5 <box>1307 1893 1321 1907</box>
ncert-col-1 <box>350 820 606 1916</box>
letter-author: ରଜତ କର, ଢେଙ୍କାନାଳ ଟାଉନ, ଢେଙ୍କାନାଳ <box>1286 1188 1494 1202</box>
jilla-author: -ରତନ ନାୟାର <box>224 1982 308 2000</box>
sudoku-cell: 9 <box>1335 1850 1350 1865</box>
sudoku-cell: 1 <box>1364 1850 1379 1865</box>
editor-email-note: (Use only for letters to Editor, news & news photos) <box>1187 1295 1471 1323</box>
sudoku-row <box>1293 1850 1421 1865</box>
sudoku-cell: 6 <box>1393 1836 1407 1850</box>
sudoku-cell: 6 <box>1321 1864 1336 1879</box>
sudoku-cell[interactable]: 6 <box>1319 1670 1343 1694</box>
sudoku-cell: 8 <box>1335 1836 1350 1850</box>
sudoku-cell: 4 <box>1407 1850 1421 1865</box>
sudoku-cell[interactable]: 3 <box>1343 1670 1368 1694</box>
sudoku-cell: 6 <box>1335 1779 1350 1793</box>
sudoku-cell: 2 <box>1307 1793 1321 1807</box>
sudoku-row <box>1221 1670 1440 1694</box>
sudoku-cell: 3 <box>1335 1807 1350 1822</box>
sudoku-cell: 3 <box>1407 1879 1421 1893</box>
kerala-p: କେରଳର ମୁଖ୍ୟ ଶାସନ ସଚିବ ଇ. କେ. ଭରତଭୂଷଣଙ୍କ କାର୍ଯ୍ୟକାଳ ଶେଷ ହେବାକୁ ଯାଉଛି । ଏହା ପରେ କିଏ ଏହି ପଦବୀରେ ବସିବେ ତାହାକୁ ନେଇ ସରକାରରେ ଦ୍ୱନ୍ଦ୍ୱ ଦେଖାଦେଇଛି । ଏକାଧିକ ବରିଷ୍ଠ ଅଧିକାରୀ ଏହି ପଦବୀ ପାଇଁ ଦାବିଦାର ଥିବାରୁ ପରିସ୍ଥିତି ଜଟିଳ ହୋଇପଡିଛି । ରାଜ୍ୟ ସରକାର ଏ ନେଇ ଶୀଘ୍ର ନିଷ୍ପତ୍ତି ନେବାକୁ ଚାହୁଁଛନ୍ତି । <box>874 393 1138 520</box>
pachis-title1: ପଚିଶ ବର୍ଷ <box>41 2030 113 2051</box>
kerala-text <box>874 392 1138 654</box>
dilip-cherian-photo <box>612 292 680 352</box>
sudoku-cell: 3 <box>1393 1779 1407 1793</box>
iran-mid2: ୧୯୯୯ ରୁ ସ୍କଟଲାଣ୍ଡର ଗ୍ଲାସଗୋ କାଲେଡୋନିଆନ ବିଶ୍ୱବିଦ୍ୟାଳୟରୁ ଦର୍ଶନ ଏବଂ ୧୯୯୫ରେ ଡକ୍ଟରେଟ ଡିଗ୍ରୀ ହାସଲ କରିଥିଲେ । <box>350 2369 650 2422</box>
sudoku-cell: 1 <box>1407 1821 1421 1836</box>
sudoku-cell[interactable] <box>1343 1507 1368 1530</box>
sudoku-cell[interactable] <box>1221 1670 1246 1694</box>
sudoku-cell: 9 <box>1364 1893 1379 1907</box>
sudoku-cell[interactable] <box>1416 1600 1441 1624</box>
pachis-barsha-box <box>4 2008 318 2148</box>
sudoku-cell: 4 <box>1307 1879 1321 1893</box>
sudoku-cell: 4 <box>1393 1793 1407 1807</box>
sudoku-cell: 5 <box>1364 1879 1379 1893</box>
pachis-item: • ମିଜୋରାମରେ ରାଷ୍ଟ୍ରପତି ଶାସନ । <box>22 2086 316 2102</box>
